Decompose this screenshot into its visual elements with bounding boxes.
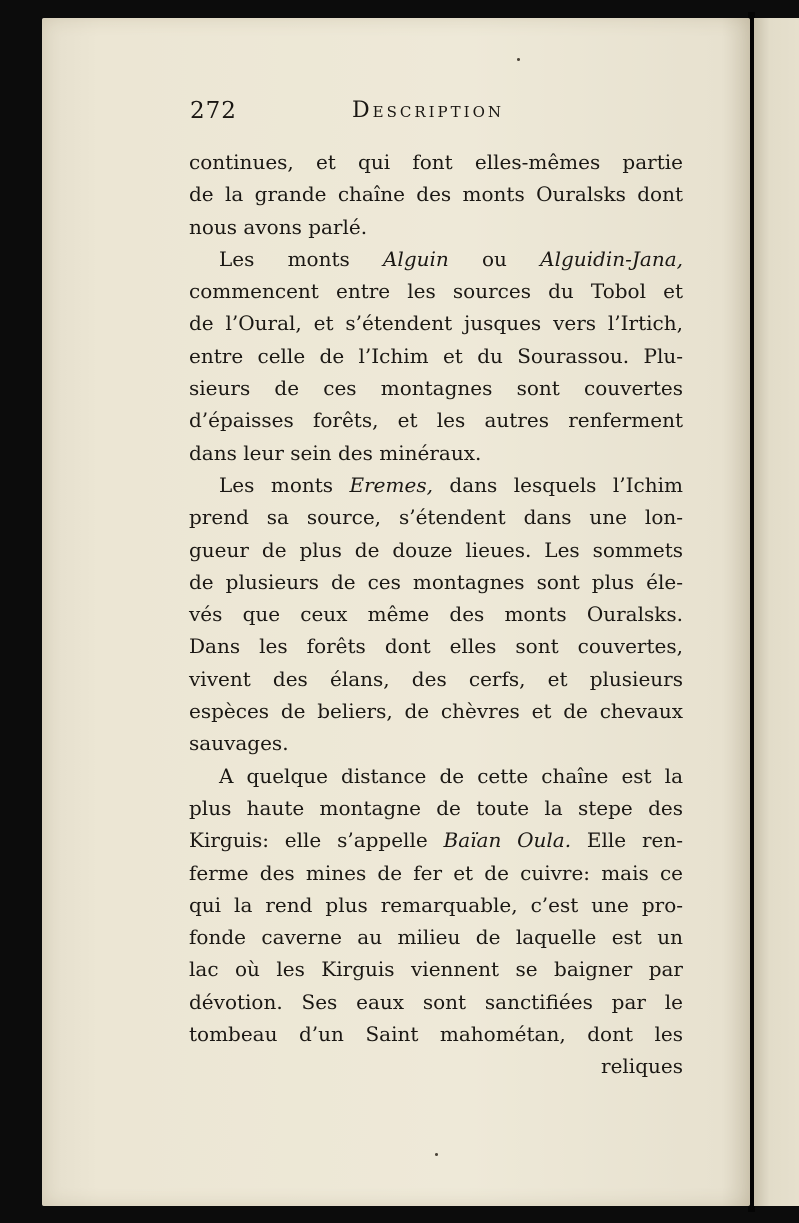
paper-speck — [517, 58, 520, 61]
mountain-name: Baïan Oula. — [443, 828, 572, 853]
paragraph-first-line: A quelque distance de cette chaîne est la — [219, 763, 683, 788]
text-line: gueur de plus de douze lieues. Les sommets — [189, 537, 683, 562]
page-number: 272 — [190, 98, 237, 124]
text-line: tombeau d’un Saint mahométan, dont les — [189, 1022, 683, 1047]
text-line: de l’Oural, et s’étendent jusques vers l’Irtich, — [189, 311, 683, 336]
text-line: nous avons parlé. — [189, 214, 368, 239]
text-line: commencent entre les sources du Tobol et — [189, 279, 683, 304]
paragraph-first-line: Les monts Alguin ou Alguidin-Jana, — [219, 246, 683, 271]
text-line: Kirguis: elle s’appelle Baïan Oula. Elle ren- — [189, 828, 683, 853]
text-line: sauvages. — [189, 731, 289, 756]
mountain-name: Alguin — [382, 246, 449, 271]
text-line: d’épaisses forêts, et les autres renferment — [189, 408, 683, 433]
running-head: Description — [352, 98, 505, 123]
facing-page-edge — [754, 18, 799, 1206]
text-line: fonde caverne au milieu de laquelle est un — [189, 925, 683, 950]
text-line: Dans les forêts dont elles sont couvertes, — [189, 634, 683, 659]
paragraph-first-line: Les monts Eremes, dans lesquels l’Ichim — [219, 472, 683, 497]
text-line: dévotion. Ses eaux sont sanctifiées par le — [189, 989, 683, 1014]
text-line: vés que ceux même des monts Ouralsks. — [189, 602, 683, 627]
text-line: de la grande chaîne des monts Ouralsks dont — [189, 182, 683, 207]
text-line: vivent des élans, des cerfs, et plusieurs — [189, 666, 683, 691]
text-line: sieurs de ces montagnes sont couvertes — [189, 376, 683, 401]
text-line: entre celle de l’Ichim et du Sourassou. Plu- — [189, 343, 683, 368]
mountain-name: Eremes, — [349, 472, 433, 497]
body-text — [189, 146, 683, 1083]
page-header — [190, 98, 680, 132]
text-line: espèces de beliers, de chèvres et de chevaux — [189, 699, 683, 724]
text-line: ferme des mines de fer et de cuivre: mais ce — [189, 860, 683, 885]
text-line: dans leur sein des minéraux. — [189, 440, 482, 465]
paper-speck — [435, 1153, 438, 1156]
mountain-name: Alguidin-Jana, — [540, 246, 683, 271]
text-line: lac où les Kirguis viennent se baigner par — [189, 957, 683, 982]
text-line: plus haute montagne de toute la stepe des — [189, 795, 683, 820]
text-line: continues, et qui font elles-mêmes partie — [189, 150, 683, 174]
text-line: prend sa source, s’étendent dans une lon- — [189, 505, 683, 530]
text-line: qui la rend plus remarquable, c’est une pro- — [189, 892, 683, 917]
catchword: reliques — [601, 1054, 683, 1079]
text-line: de plusieurs de ces montagnes sont plus éle- — [189, 569, 683, 594]
